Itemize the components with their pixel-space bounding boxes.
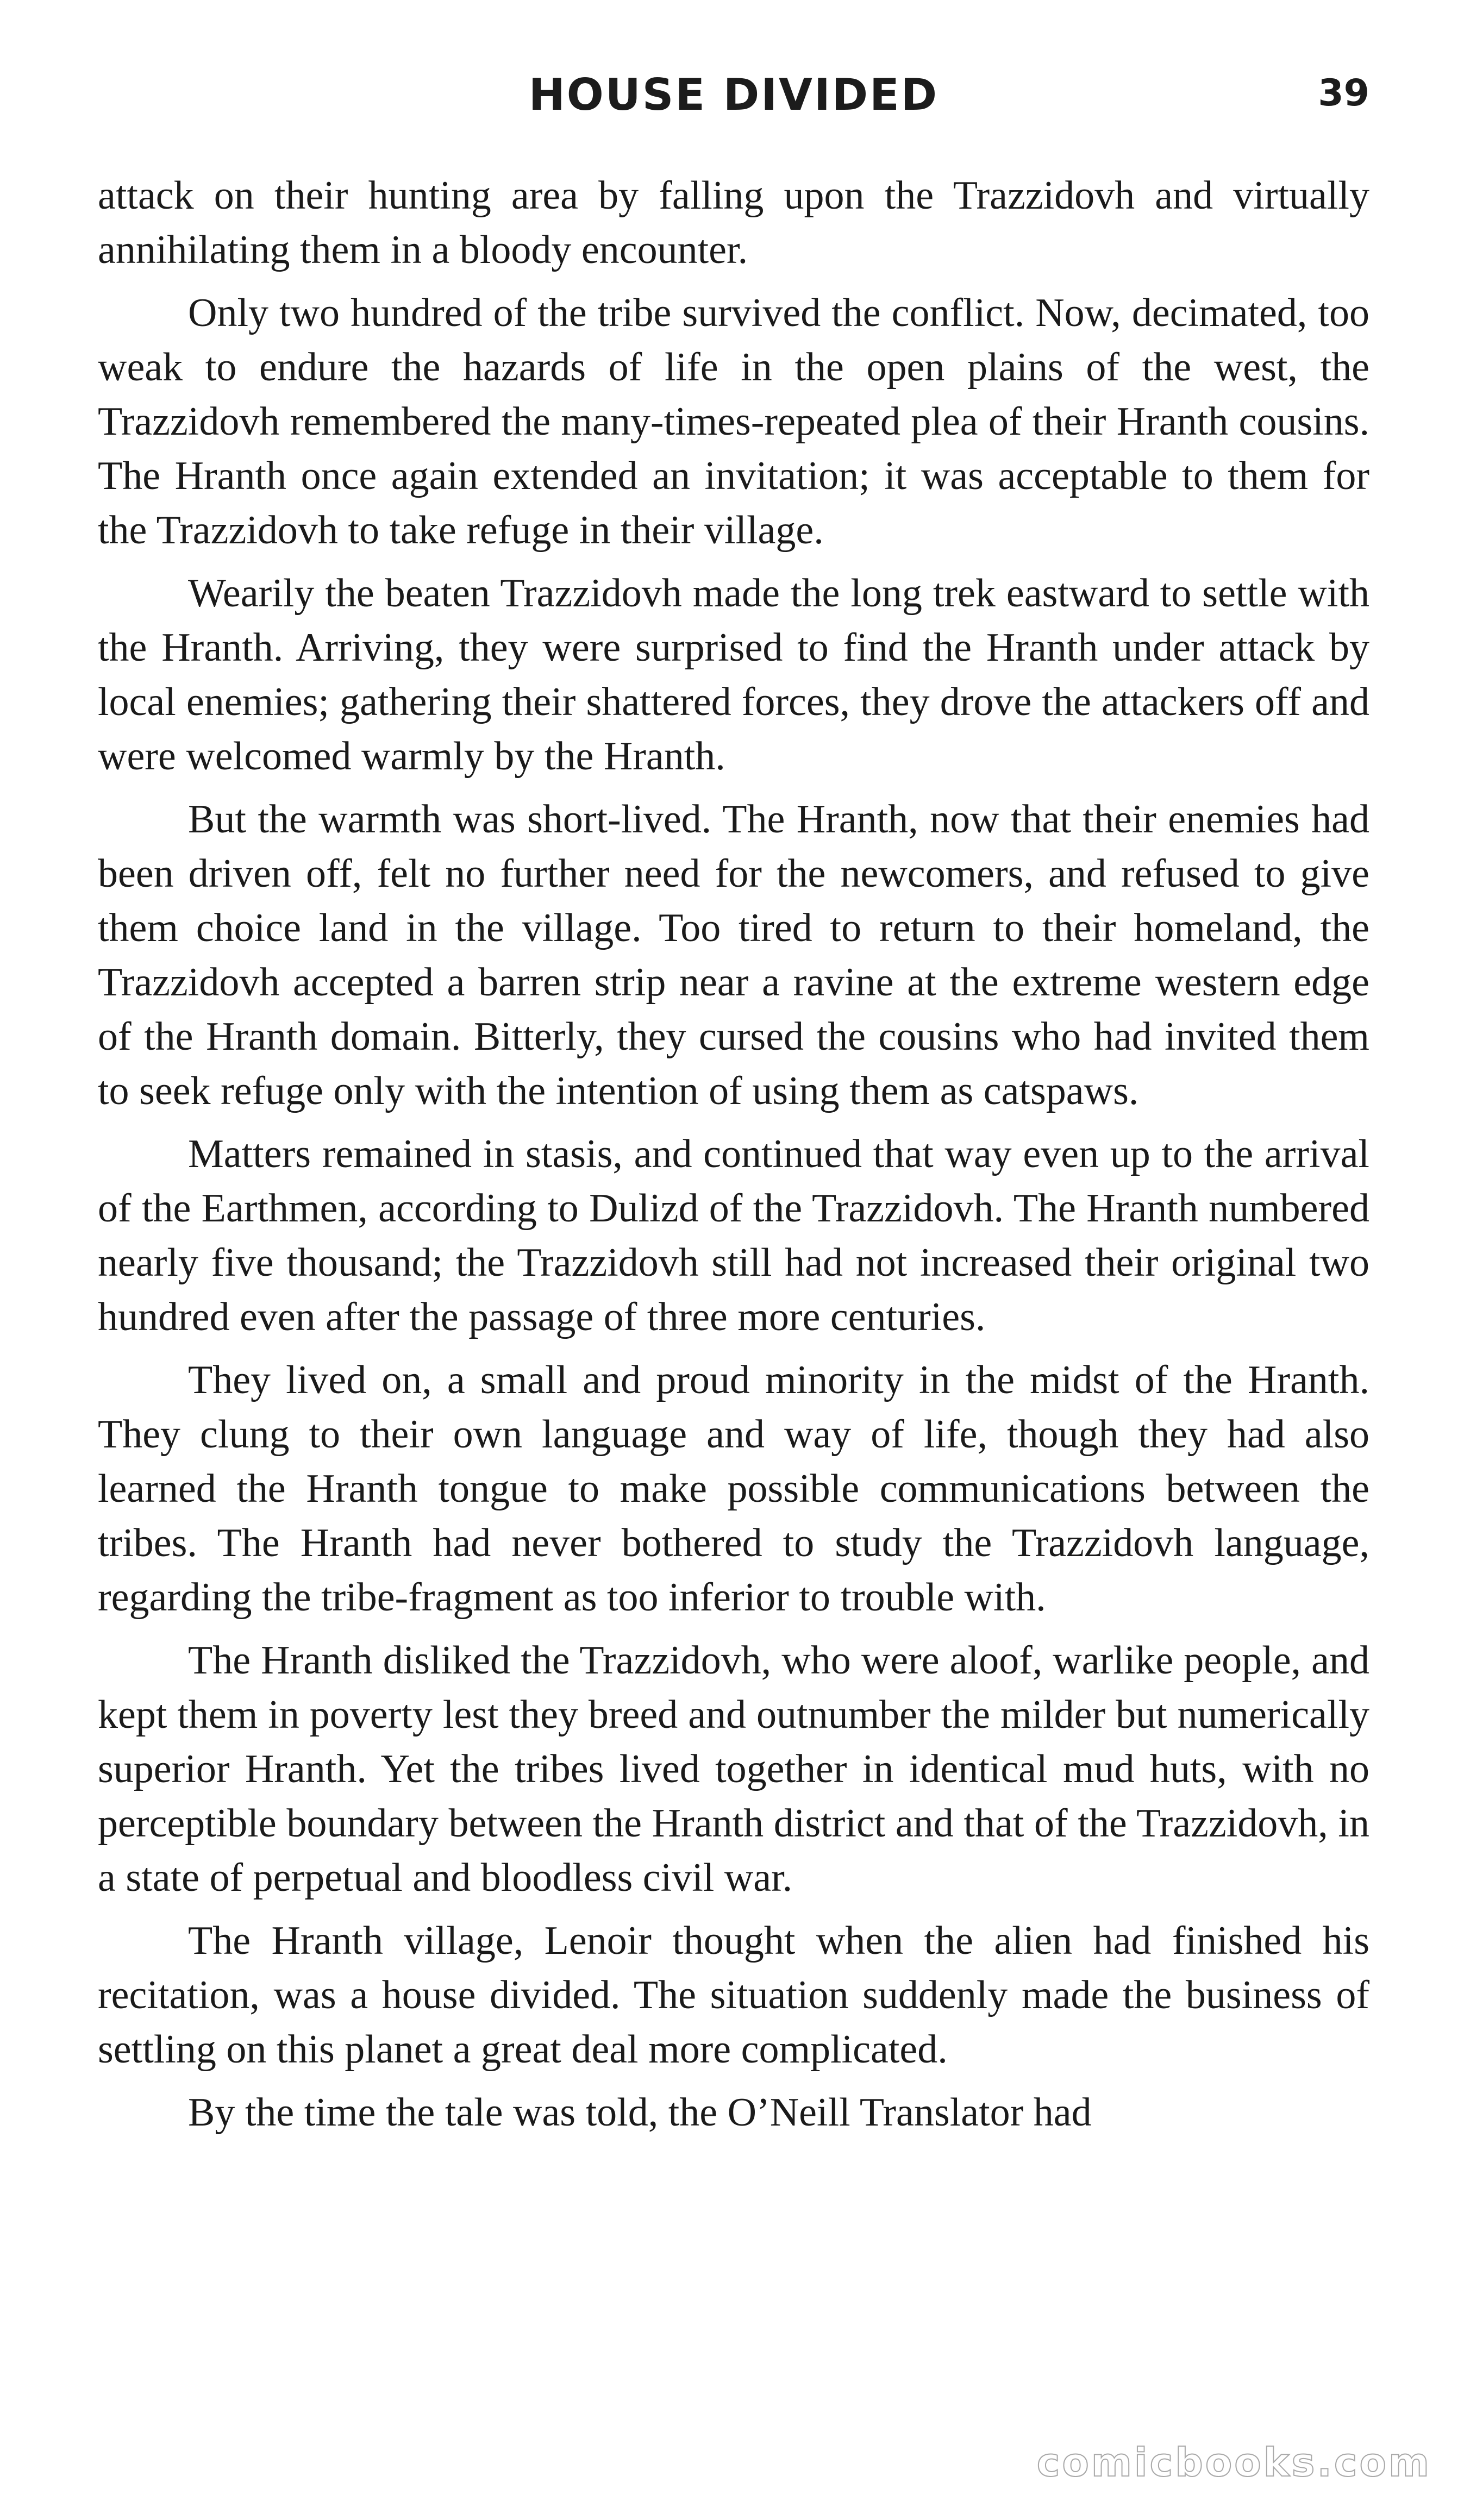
paragraph-9: By the time the tale was told, the O’Neill Translator had [188,2090,1092,2135]
paragraph-6: They lived on, a small and proud minority in the midst of the Hranth. They clung to their own language and way of life, though they had also learned the Hranth tongue to make possible communications between the tribes. The Hranth had never bothered to study the Trazzidovh language, regarding the tribe-fragment as too inferior to trouble with. [98,1358,1369,1620]
paragraph-5: Matters remained in stasis, and continued that way even up to the arrival of the Earthmen, according to Dulizd of the Trazzidovh. The Hranth numbered nearly five thousand; the Trazzidovh still had not increased their original two hundred even after the passage of three more centuries. [98,1132,1369,1339]
chapter-title: HOUSE DIVIDED [528,70,939,120]
site-watermark: comicbooks.com [1036,2440,1431,2485]
paragraph-2: Only two hundred of the tribe survived the conflict. Now, decimated, too weak to endure the hazards of life in the open plains of the west, the Trazzidovh remembered the many-times-repeated plea of their Hranth cousins. The Hranth once again extended an invitation; it was acceptable to them for the Trazzidovh to take refuge in their village. [98,291,1369,553]
body-text [98,168,1369,2148]
paragraph-3: Wearily the beaten Trazzidovh made the long trek eastward to settle with the Hranth. Arriving, they were surprised to find the Hranth under attack by local enemies; gathering their shattered forces, they drove the attackers off and were welcomed warmly by the Hranth. [98,571,1369,779]
paragraph-8: The Hranth village, Lenoir thought when the alien had finished his recitation, was a house divided. The situation suddenly made the business of settling on this planet a great deal more complicated. [98,1919,1369,2072]
paragraph-4: But the warmth was short-lived. The Hranth, now that their enemies had been driven off, felt no further need for the newcomers, and refused to give them choice land in the village. Too tired to return to their homeland, the Trazzidovh accepted a barren strip near a ravine at the extreme western edge of the Hranth domain. Bitterly, they cursed the cousins who had invited them to seek refuge only with the intention of using them as catspaws. [98,797,1369,1113]
paragraph-1: attack on their hunting area by falling upon the Trazzidovh and virtually annihilating them in a bloody encounter. [98,173,1369,272]
page-number: 39 [1318,72,1369,115]
running-header [98,64,1369,124]
paragraph-7: The Hranth disliked the Trazzidovh, who were aloof, warlike people, and kept them in poverty lest they breed and outnumber the milder but numerically superior Hranth. Yet the tribes lived together in identical mud huts, with no perceptible boundary between the Hranth district and that of the Trazzidovh, in a state of perpetual and bloodless civil war. [98,1638,1369,1900]
